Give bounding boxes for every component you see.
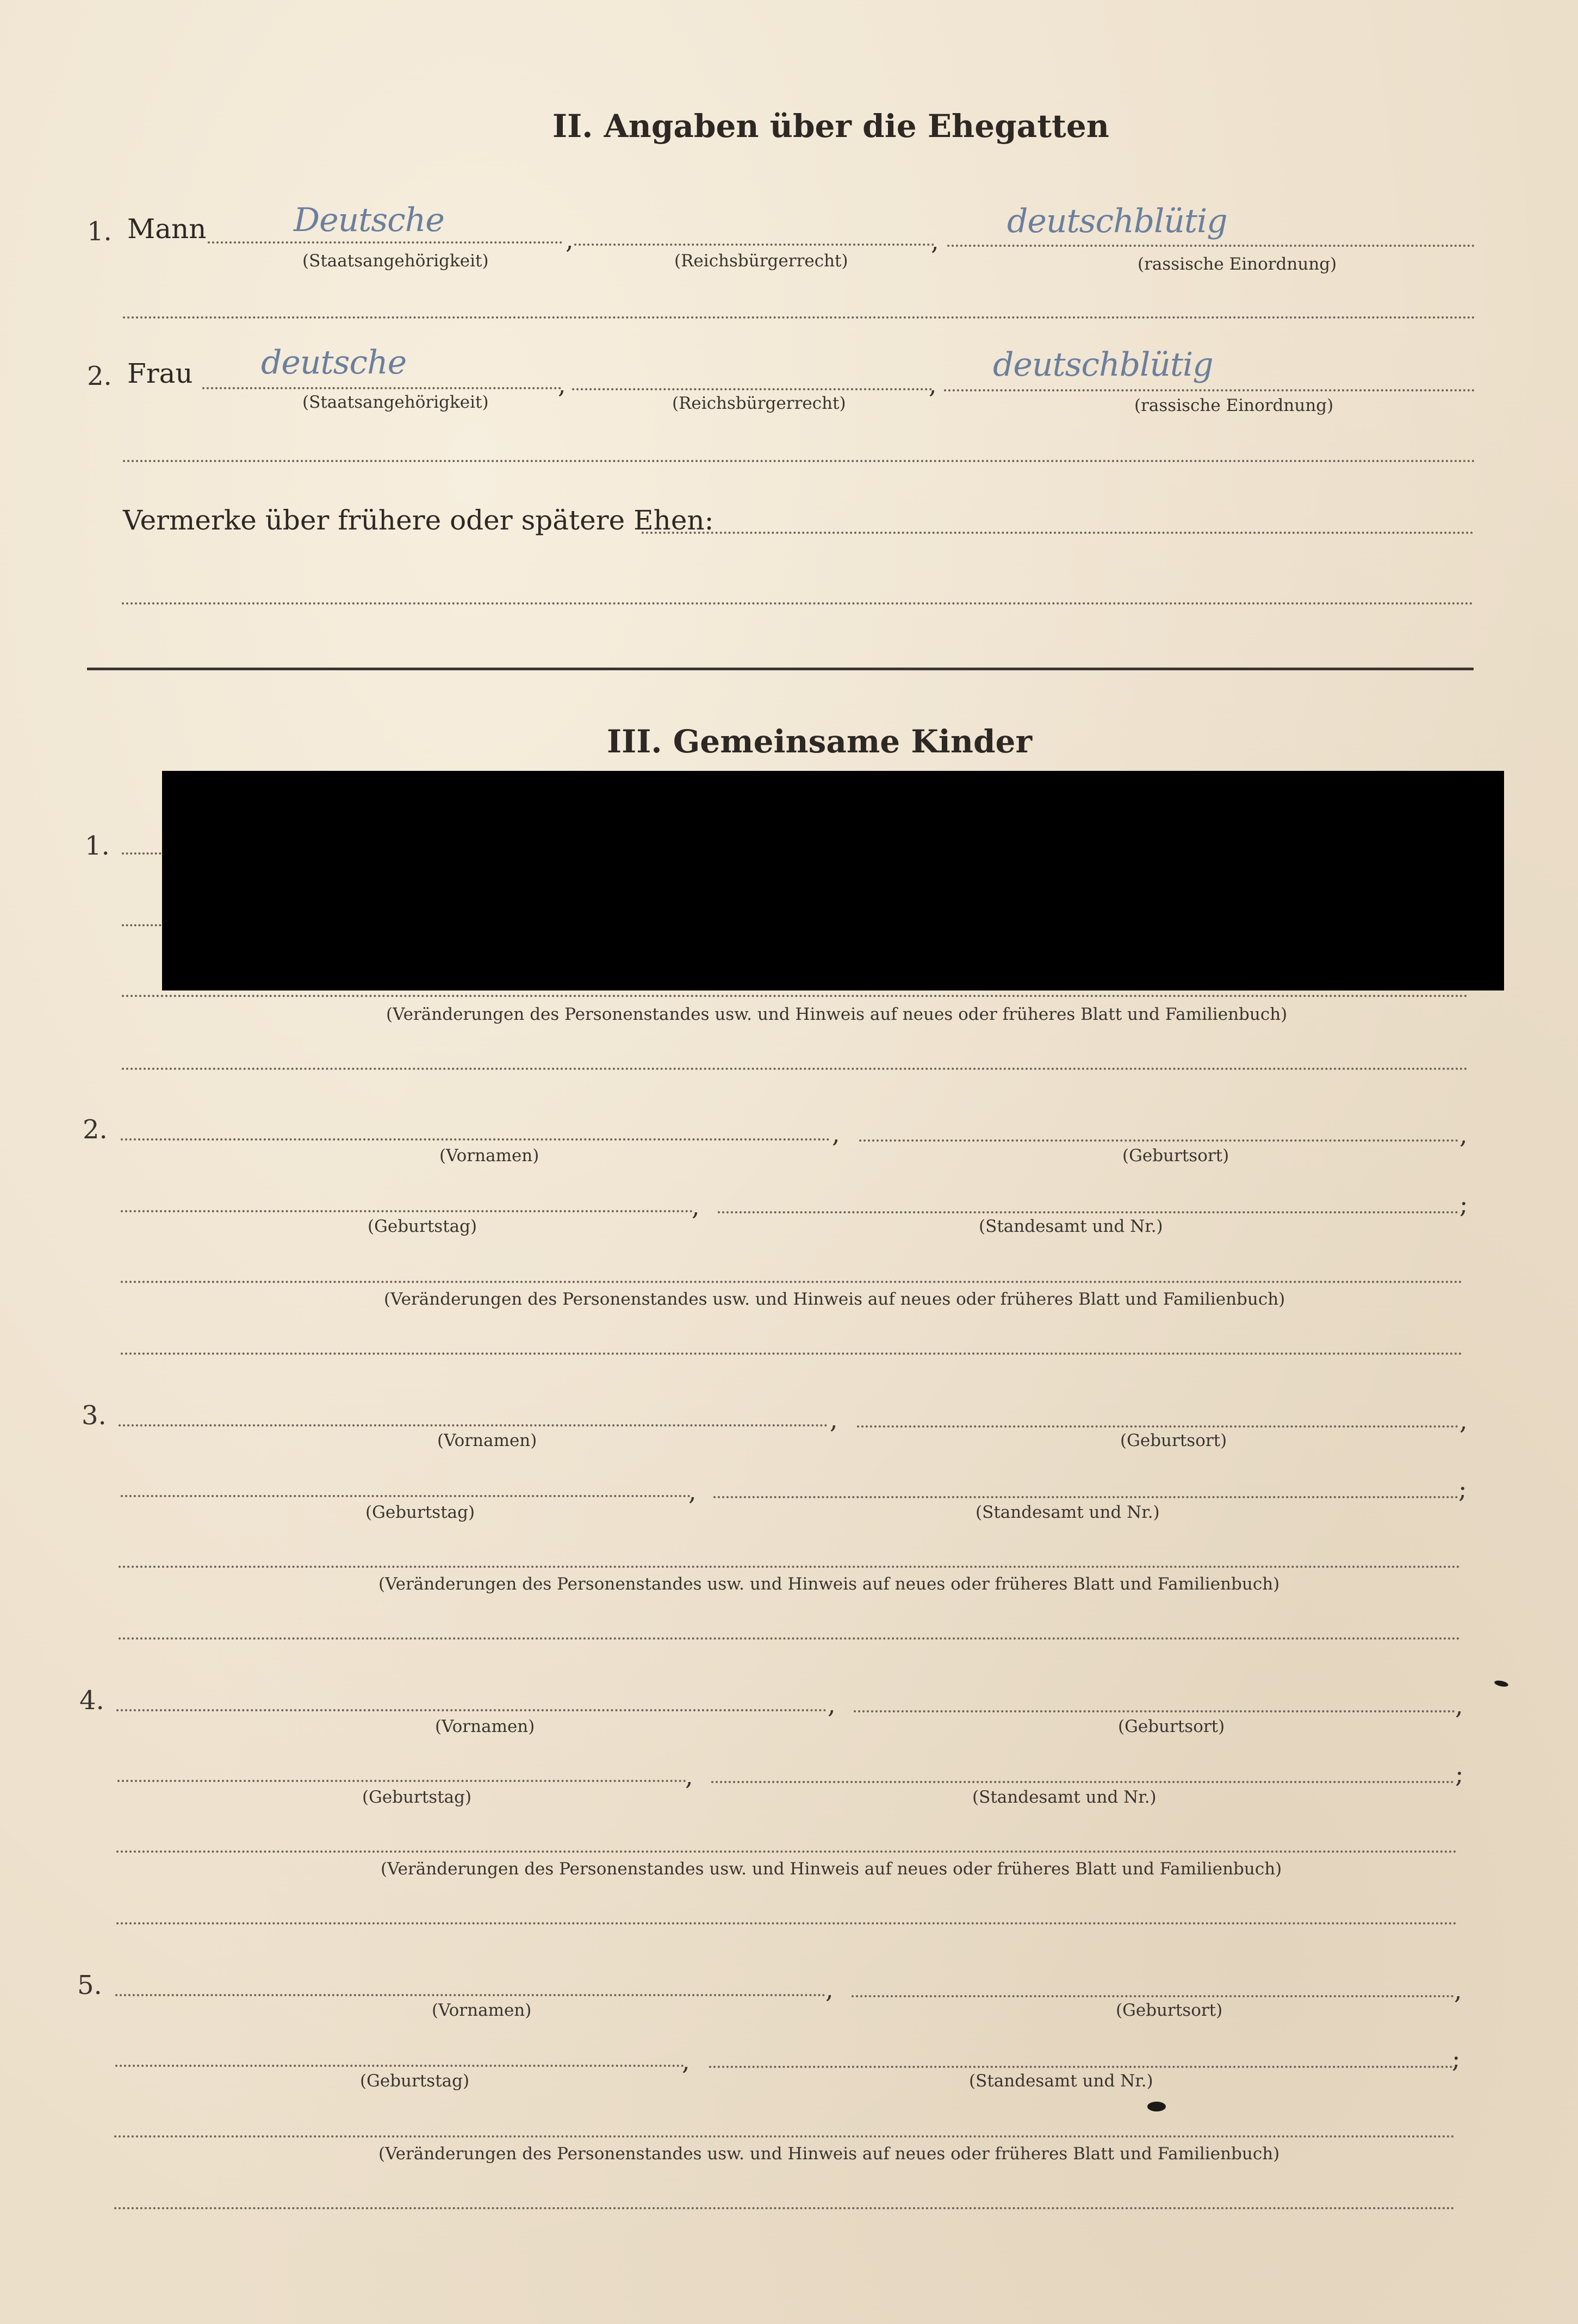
man-extra-line — [123, 316, 1476, 319]
child-3-birthplace-caption: (Geburtsort) — [1120, 1431, 1227, 1450]
child-1-line-a — [122, 852, 165, 855]
child-2-semicolon: ; — [1459, 1189, 1468, 1219]
child-5-semicolon: ; — [1452, 2044, 1461, 2073]
child-3-comma-2: , — [1459, 1406, 1468, 1435]
child-4-names-caption: (Vornamen) — [435, 1717, 535, 1736]
section-divider — [87, 668, 1474, 670]
child-4-registry-caption: (Standesamt und Nr.) — [972, 1787, 1157, 1807]
man-comma-1: , — [566, 225, 574, 254]
child-3-registry-caption: (Standesamt und Nr.) — [976, 1503, 1160, 1522]
child-1-changes-caption: (Veränderungen des Personenstandes usw. und Hinweis auf neues oder früheres Blatt und Familienbuch) — [386, 1005, 1288, 1024]
man-label: Mann — [127, 213, 207, 245]
man-comma-2: , — [931, 226, 939, 256]
child-2-birthday-line — [121, 1210, 693, 1212]
woman-extra-line — [123, 460, 1476, 462]
child-4-number: 4. — [79, 1685, 104, 1716]
child-3-birthday-line — [121, 1495, 691, 1497]
woman-citizenship-line — [572, 388, 932, 390]
child-3-changes-caption: (Veränderungen des Personenstandes usw. und Hinweis auf neues oder früheres Blatt und Familienbuch) — [378, 1574, 1280, 1594]
child-5-comma-3: , — [682, 2046, 690, 2076]
child-5-birthplace-line — [852, 1995, 1454, 1997]
child-3-names-caption: (Vornamen) — [437, 1431, 537, 1450]
remarks-line-2 — [122, 602, 1474, 605]
child-2-number: 2. — [83, 1114, 108, 1145]
child-4-registry-line — [711, 1781, 1454, 1783]
child-4-semicolon: ; — [1455, 1759, 1464, 1789]
man-nationality-line — [208, 241, 562, 244]
child-5-changes-line — [114, 2135, 1455, 2138]
woman-citizenship-caption: (Reichsbürgerrecht) — [672, 394, 846, 413]
child-5-names-caption: (Vornamen) — [432, 2001, 532, 2020]
child-3-birthplace-line — [857, 1425, 1458, 1428]
remarks-line-1 — [642, 532, 1474, 534]
child-2-birthday-caption: (Geburtstag) — [368, 1217, 477, 1236]
woman-comma-1: , — [558, 370, 566, 399]
child-2-comma-2: , — [1459, 1120, 1468, 1149]
child-2-names-line — [121, 1138, 830, 1141]
child-4-birthplace-line — [854, 1710, 1455, 1712]
woman-nationality-caption: (Staatsangehörigkeit) — [302, 392, 489, 412]
child-2-changes-caption: (Veränderungen des Personenstandes usw. und Hinweis auf neues oder früheres Blatt und Familienbuch) — [384, 1289, 1285, 1309]
child-5-birthday-caption: (Geburtstag) — [360, 2071, 470, 2091]
child-3-registry-line — [713, 1496, 1458, 1498]
woman-label: Frau — [127, 358, 193, 389]
remarks-label: Vermerke über frühere oder spätere Ehen: — [123, 504, 714, 536]
woman-comma-2: , — [929, 370, 937, 399]
child-5-changes-caption: (Veränderungen des Personenstandes usw. und Hinweis auf neues oder früheres Blatt und Familienbuch) — [378, 2144, 1280, 2164]
child-3-changes-line — [119, 1566, 1461, 1568]
section-ii-heading: II. Angaben über die Ehegatten — [552, 108, 1109, 145]
child-4-extra-line — [116, 1922, 1457, 1924]
child-4-birthday-line — [117, 1780, 686, 1782]
child-2-birthplace-line — [859, 1139, 1458, 1142]
child-1-number: 1. — [85, 831, 110, 861]
child-5-comma-1: , — [825, 1974, 834, 2004]
child-5-names-line — [115, 1994, 825, 1996]
child-4-names-line — [116, 1709, 827, 1711]
child-4-comma-1: , — [828, 1690, 836, 1719]
child-5-comma-2: , — [1454, 1976, 1462, 2005]
child-2-registry-line — [718, 1211, 1458, 1213]
child-2-registry-caption: (Standesamt und Nr.) — [979, 1217, 1163, 1236]
man-racial-caption: (rassische Einordnung) — [1138, 254, 1337, 274]
woman-nationality-value: deutsche — [261, 344, 407, 382]
child-5-birthday-line — [115, 2065, 684, 2067]
man-racial-value: deutschblütig — [1007, 202, 1227, 240]
man-number: 1. — [87, 216, 112, 247]
child-4-comma-3: , — [685, 1761, 693, 1791]
child-2-names-caption: (Vornamen) — [439, 1146, 539, 1166]
woman-racial-value: deutschblütig — [993, 346, 1213, 384]
man-nationality-value: Deutsche — [294, 201, 444, 239]
man-nationality-caption: (Staatsangehörigkeit) — [302, 251, 489, 271]
child-5-birthplace-caption: (Geburtsort) — [1116, 2001, 1223, 2020]
woman-number: 2. — [87, 361, 112, 391]
child-1-changes-line — [122, 995, 1468, 997]
section-iii-heading: III. Gemeinsame Kinder — [607, 723, 1033, 760]
child-3-comma-3: , — [688, 1476, 697, 1506]
man-citizenship-line — [574, 244, 934, 246]
child-5-extra-line — [114, 2207, 1455, 2209]
child-2-extra-line — [121, 1353, 1463, 1355]
child-2-comma-1: , — [832, 1119, 840, 1148]
child-3-extra-line — [119, 1637, 1461, 1640]
ink-smudge-2 — [1147, 2102, 1166, 2111]
child-3-comma-1: , — [830, 1405, 838, 1434]
child-2-changes-line — [121, 1281, 1463, 1283]
man-citizenship-caption: (Reichsbürgerrecht) — [674, 251, 848, 271]
woman-racial-line — [944, 389, 1475, 391]
woman-nationality-line — [202, 387, 561, 389]
child-3-semicolon: ; — [1458, 1474, 1467, 1504]
child-5-registry-caption: (Standesamt und Nr.) — [969, 2071, 1153, 2091]
child-2-comma-3: , — [692, 1192, 700, 1221]
man-racial-line — [947, 245, 1475, 247]
child-4-comma-2: , — [1455, 1691, 1463, 1720]
child-5-number: 5. — [77, 1970, 102, 2001]
ink-smudge-1 — [1494, 1679, 1509, 1687]
child-4-birthday-caption: (Geburtstag) — [362, 1787, 472, 1807]
redaction-block — [162, 771, 1504, 990]
child-4-changes-caption: (Veränderungen des Personenstandes usw. und Hinweis auf neues oder früheres Blatt und Familienbuch) — [381, 1859, 1282, 1879]
child-3-number: 3. — [82, 1400, 107, 1431]
child-2-birthplace-caption: (Geburtsort) — [1122, 1146, 1229, 1166]
child-3-birthday-caption: (Geburtstag) — [365, 1503, 475, 1522]
child-3-names-line — [119, 1424, 828, 1426]
child-1-extra-line — [122, 1068, 1468, 1070]
child-1-line-b — [122, 924, 165, 926]
child-4-birthplace-caption: (Geburtsort) — [1118, 1717, 1225, 1736]
child-4-changes-line — [116, 1851, 1457, 1853]
woman-racial-caption: (rassische Einordnung) — [1134, 396, 1334, 415]
child-5-registry-line — [709, 2066, 1453, 2068]
